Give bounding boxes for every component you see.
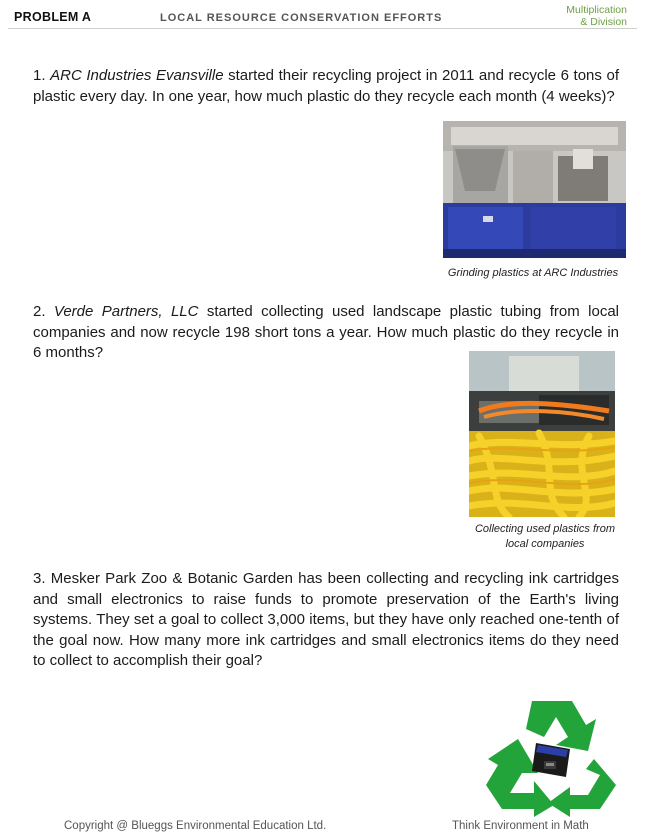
photo-2-caption-line-2: local companies — [505, 538, 585, 550]
problem-label: PROBLEM A — [14, 10, 92, 24]
plastic-tubing-photo — [469, 351, 615, 517]
question-2-company: Verde Partners, LLC — [53, 303, 199, 320]
footer-copyright: Copyright @ Blueggs Environmental Education Ltd. — [64, 820, 327, 832]
topic-line-2: & Division — [580, 16, 627, 28]
photo-1-caption: Grinding plastics at ARC Industries — [447, 267, 619, 279]
topic-line-1: Multiplication — [566, 4, 627, 16]
topic-label — [566, 4, 627, 28]
grinding-plastics-photo — [443, 121, 626, 258]
header-divider — [8, 28, 637, 29]
question-2-number: 2. — [33, 303, 46, 320]
ink-cartridge-icon — [532, 743, 570, 777]
footer-tagline: Think Environment in Math — [452, 820, 589, 832]
question-1-number: 1. — [33, 67, 46, 84]
recycle-icon — [482, 693, 622, 821]
page-title: LOCAL RESOURCE CONSERVATION EFFORTS — [160, 12, 443, 24]
question-3-number: 3. — [33, 570, 46, 587]
question-3-text: Mesker Park Zoo & Botanic Garden has been collecting and recycling ink cartridges and small electronics to raise funds to promote preservation of the Earth's living systems. They set a goal to collect 3,000 items, but they have only reached one-tenth of the goal now. How many more ink cartridges and small electronics items do they need to collect to accomplish their goal? — [33, 570, 619, 669]
photo-2-caption — [452, 522, 638, 552]
question-1-company: ARC Industries Evansville — [50, 67, 224, 84]
question-3 — [33, 569, 619, 672]
question-1 — [33, 66, 619, 107]
question-1-text: started their recycling project in 2011 and recycle 6 tons of plastic every day. In one year, how much plastic do they recycle each month (4 weeks)? — [33, 67, 619, 105]
photo-2-caption-line-1: Collecting used plastics from — [474, 523, 615, 535]
question-2-text: started collecting used landscape plastic tubing from local companies and now recycle 198 short tons a year. How much plastic do they recycle in 6 months? — [33, 303, 619, 361]
